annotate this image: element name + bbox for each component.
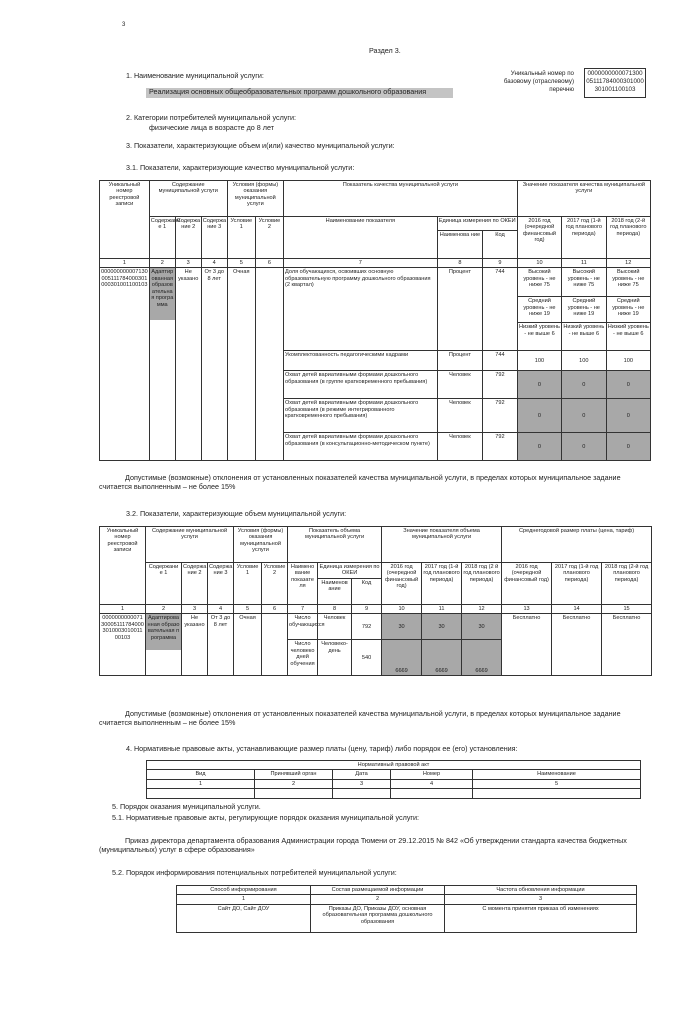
info-frequency: С момента принятия приказа об изменениях	[445, 904, 637, 932]
volume-value: 30	[382, 614, 422, 640]
volume-table	[99, 526, 652, 676]
volume-deviation-note: Допустимые (возможные) отклонения от установленных показателей качества муниципальной услуги, в пределах которых муниципальное задание считается выполненным – не более 15%	[99, 709, 621, 727]
service-name-label: 1. Наименование муниципальной услуги:	[126, 71, 264, 80]
volume-value: 6669	[422, 640, 462, 676]
indicator-value: 0	[562, 399, 606, 433]
volume-name: Число обучающихся	[288, 614, 318, 640]
num-cell: 3	[182, 605, 208, 614]
indicator-unit: Процент	[437, 351, 482, 371]
quality-table	[99, 180, 651, 461]
content-1-cell	[149, 268, 175, 461]
fee-value: Бесплатно	[552, 614, 602, 676]
section51-label: 5.1. Нормативные правовые акты, регулирующие порядок оказания муниципальной услуги:	[112, 813, 420, 822]
h-reg: Уникальный номер реестровой записи	[100, 527, 146, 605]
level-value: Средний уровень - не ниже 19	[562, 297, 606, 323]
volume-code: 792	[352, 614, 382, 640]
volume-value: 6669	[382, 640, 422, 676]
info-col: Частота обновления информации	[445, 886, 637, 895]
num-cell: 1	[147, 779, 255, 788]
h-code: Код	[352, 579, 382, 605]
legal-col: Вид	[147, 770, 255, 779]
h-cond: Условия (формы) оказания муниципальной услуги	[234, 527, 288, 563]
content-3: От 3 до 8 лет	[208, 614, 234, 676]
unique-number-label: Уникальный номер по базовому (отраслевому) перечню	[503, 70, 574, 93]
h-c2: Содержа ние 2	[182, 563, 208, 605]
level-value: Низкий уровень - не выше 6	[562, 323, 606, 351]
level-value: Низкий уровень - не выше 6	[517, 323, 561, 351]
indicator-code: 744	[483, 268, 518, 351]
h-name: Наимено вание показате ля	[288, 563, 318, 605]
num-cell: 3	[175, 259, 201, 268]
condition-2	[255, 268, 283, 461]
indicator-unit: Процент	[437, 268, 482, 351]
section3-label: 3. Показатели, характеризующие объем и(или) качество муниципальной услуги:	[126, 141, 395, 150]
indicator-value: 0	[517, 371, 561, 399]
num-cell: 10	[382, 605, 422, 614]
h-f2: 2017 год (1-й год планового периода)	[552, 563, 602, 605]
section5-label: 5. Порядок оказания муниципальной услуги.	[112, 802, 261, 811]
num-cell: 9	[352, 605, 382, 614]
indicator-value: 0	[517, 399, 561, 433]
h-y2: 2017 год (1-й год планового периода)	[422, 563, 462, 605]
indicator-value: 100	[517, 351, 561, 371]
content-3: От 3 до 8 лет	[201, 268, 227, 461]
legal-col: Наименование	[473, 770, 641, 779]
h-reg: Уникальный номер реестровой записи	[100, 181, 150, 259]
indicator-value: 0	[606, 433, 650, 461]
volume-unit: Человеко-день	[318, 640, 352, 676]
num-cell: 9	[483, 259, 518, 268]
indicator-value: 0	[517, 433, 561, 461]
reg-number: 000000000007130005111784000301000301001100103	[100, 268, 150, 461]
level-value: Высокий уровень - не ниже 75	[562, 268, 606, 297]
legal-col: Принявший орган	[255, 770, 333, 779]
indicator-code: 792	[483, 371, 518, 399]
indicator-name: Охват детей вариативными формами дошкольного образования (в группе кратковременного пребывания)	[284, 371, 438, 399]
fee-value: Бесплатно	[502, 614, 552, 676]
num-cell: 3	[333, 779, 391, 788]
num-cell: 13	[502, 605, 552, 614]
indicator-value: 0	[562, 433, 606, 461]
num-cell: 12	[606, 259, 650, 268]
content-1: Адаптированная образовательная программа	[150, 268, 175, 320]
num-cell: 2	[149, 259, 175, 268]
volume-value: 30	[462, 614, 502, 640]
h-unit: Единица измерения по ОКЕИ	[437, 217, 517, 231]
indicator-code: 744	[483, 351, 518, 371]
condition-1: Очная	[227, 268, 255, 461]
h-indicator: Показатель объема муниципальной услуги	[288, 527, 382, 563]
quality-deviation-note: Допустимые (возможные) отклонения от установленных показателей качества муниципальной услуги, в пределах которых муниципальное задание считается выполненным – не более 15%	[99, 473, 621, 491]
num-cell: 12	[462, 605, 502, 614]
h-content: Содержание муниципальной услуги	[149, 181, 227, 217]
fee-value: Бесплатно	[602, 614, 652, 676]
volume-value: 6669	[462, 640, 502, 676]
section31-label: 3.1. Показатели, характеризующие качество муниципальной услуги:	[126, 163, 355, 172]
h-c1: Содержани е 1	[149, 217, 175, 259]
reg-number: 000000000007130005111784000301000301001100103	[100, 614, 146, 676]
section-title: Раздел 3.	[369, 46, 401, 55]
legal-col: Номер	[391, 770, 473, 779]
h-c3: Содержа ние 3	[208, 563, 234, 605]
num-cell: 1	[177, 895, 311, 904]
section32-label: 3.2. Показатели, характеризующие объем муниципальной услуги:	[126, 509, 347, 518]
info-col: Состав размещаемой информации	[311, 886, 445, 895]
h-y3: 2018 год (2-й год планового периода)	[606, 217, 650, 259]
num-cell: 2	[311, 895, 445, 904]
h-u1: Условие 1	[234, 563, 262, 605]
num-cell: 8	[318, 605, 352, 614]
info-col: Способ информирования	[177, 886, 311, 895]
num-cell: 1	[100, 605, 146, 614]
condition-2	[262, 614, 288, 676]
volume-value: 30	[422, 614, 462, 640]
h-unit-name: Наименов ание	[318, 579, 352, 605]
legal-col: Дата	[333, 770, 391, 779]
indicator-value: 0	[606, 399, 650, 433]
indicator-name: Укомплектованность педагогическими кадрами	[284, 351, 438, 371]
h-y1: 2016 год (очередной финансовый год)	[517, 217, 561, 259]
info-content: Приказы ДО, Приказы ДОУ, основная образовательная программа дошкольного образования	[311, 904, 445, 932]
indicator-name: Доля обучающихся, освоивших основную образовательную программу дошкольного образования (2 квартал)	[284, 268, 438, 351]
level-value: Высокий уровень - не ниже 75	[606, 268, 650, 297]
num-cell: 11	[562, 259, 606, 268]
num-cell: 4	[391, 779, 473, 788]
h-y3: 2018 год (2 й год планового периода)	[462, 563, 502, 605]
h-f1: 2016 год (очередной финансовый год)	[502, 563, 552, 605]
num-cell: 2	[255, 779, 333, 788]
h-c2: Содержа ние 2	[175, 217, 201, 259]
num-cell: 7	[288, 605, 318, 614]
legal-act-header: Нормативный правовой акт	[147, 761, 641, 770]
h-c3: Содержа ние 3	[201, 217, 227, 259]
num-cell: 1	[100, 259, 150, 268]
content-1-cell	[146, 614, 182, 676]
h-y2: 2017 год (1-й год планового периода)	[562, 217, 606, 259]
level-value: Низкий уровень - не выше 6	[606, 323, 650, 351]
num-cell: 4	[201, 259, 227, 268]
h-u2: Условие 2	[255, 217, 283, 259]
unique-number-box: 000000000007130005111784000301000301001100103	[584, 68, 646, 98]
h-content: Содержание муниципальной услуги	[146, 527, 234, 563]
num-cell: 6	[262, 605, 288, 614]
order-text: Приказ директора департамента образования Администрации города Тюмени от 29.12.2015 № 842 «Об утверждении стандарта качества бюджетных (муниципальных) услуг в сфере образования»	[99, 836, 627, 854]
indicator-name: Охват детей вариативными формами дошкольного образования (в консультационно-методическом пункте)	[284, 433, 438, 461]
num-cell: 6	[255, 259, 283, 268]
info-table	[176, 885, 637, 933]
h-y1: 2016 год (очередной финансовый год)	[382, 563, 422, 605]
num-cell: 15	[602, 605, 652, 614]
section52-label: 5.2. Порядок информирования потенциальных потребителей муниципальной услуги:	[112, 868, 397, 877]
h-unit: Единица измерения по ОКЕИ	[318, 563, 382, 579]
h-u1: Условие 1	[227, 217, 255, 259]
num-cell: 5	[227, 259, 255, 268]
indicator-code: 792	[483, 399, 518, 433]
num-cell: 2	[146, 605, 182, 614]
section4-label: 4. Нормативные правовые акты, устанавливающие размер платы (цену, тариф) либо порядок ее (его) установления:	[126, 744, 518, 753]
h-c1: Содержани е 1	[146, 563, 182, 605]
h-u2: Условие 2	[262, 563, 288, 605]
indicator-value: 100	[562, 351, 606, 371]
volume-unit: Человек	[318, 614, 352, 640]
h-indicator: Показатель качества муниципальной услуги	[284, 181, 518, 217]
h-f3: 2018 год (2-й год планового периода)	[602, 563, 652, 605]
h-cond: Условия (формы) оказания муниципальной услуги	[227, 181, 283, 217]
indicator-name: Охват детей вариативными формами дошкольного образования (в режиме интегрированного кратковременного пребывания)	[284, 399, 438, 433]
info-method: Сайт ДО, Сайт ДОУ	[177, 904, 311, 932]
num-cell: 4	[208, 605, 234, 614]
num-cell: 7	[284, 259, 438, 268]
indicator-value: 0	[562, 371, 606, 399]
h-value: Значение показателя объема муниципальной услуги	[382, 527, 502, 563]
num-cell: 3	[445, 895, 637, 904]
consumers-value: физические лица в возрасте до 8 лет	[149, 123, 275, 132]
level-value: Средний уровень - не ниже 19	[517, 297, 561, 323]
h-value: Значение показателя качества муниципальной услуги	[517, 181, 650, 217]
indicator-unit: Человек	[437, 399, 482, 433]
level-value: Высокий уровень - не ниже 75	[517, 268, 561, 297]
indicator-value: 0	[606, 371, 650, 399]
h-fee: Среднегодовой размер платы (цена, тариф)	[502, 527, 652, 563]
h-code: Код	[483, 231, 518, 259]
level-value: Средний уровень - не ниже 19	[606, 297, 650, 323]
indicator-code: 792	[483, 433, 518, 461]
num-cell: 5	[234, 605, 262, 614]
indicator-unit: Человек	[437, 433, 482, 461]
indicator-unit: Человек	[437, 371, 482, 399]
volume-name: Число человеко дней обучения	[288, 640, 318, 676]
h-name: Наименование показателя	[284, 217, 438, 259]
content-2: Не указано	[175, 268, 201, 461]
indicator-value: 100	[606, 351, 650, 371]
num-cell: 14	[552, 605, 602, 614]
num-cell: 11	[422, 605, 462, 614]
h-unit-name: Наименова ние	[437, 231, 482, 259]
consumers-label: 2. Категории потребителей муниципальной услуги:	[126, 113, 297, 122]
num-cell: 5	[473, 779, 641, 788]
num-cell: 8	[437, 259, 482, 268]
service-name-value: Реализация основных общеобразовательных программ дошкольного образования	[146, 88, 453, 98]
content-1: Адаптированная образовательная программа	[146, 614, 181, 650]
volume-code: 540	[352, 640, 382, 676]
page-mark: 3	[122, 22, 126, 28]
num-cell: 10	[517, 259, 561, 268]
content-2: Не указано	[182, 614, 208, 676]
condition-1: Очная	[234, 614, 262, 676]
legal-acts-table	[146, 760, 641, 799]
